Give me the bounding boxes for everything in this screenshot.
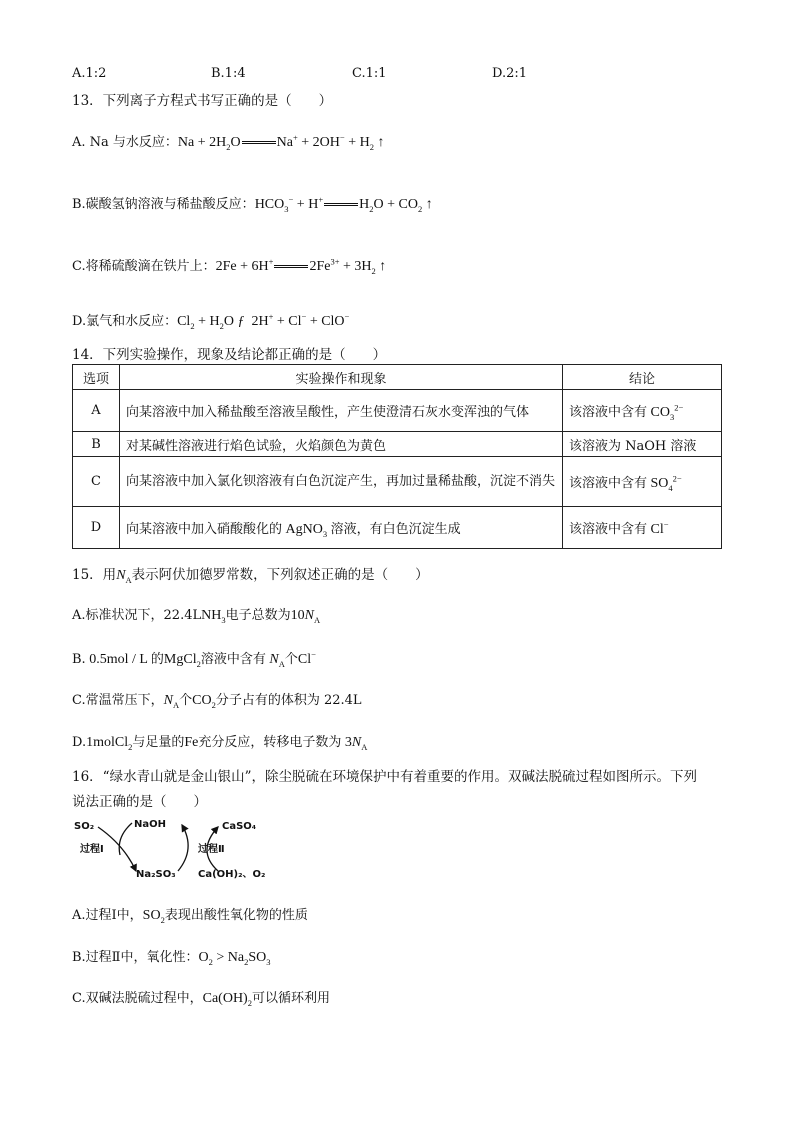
table-header-row [73, 365, 722, 390]
row-a-option: A [73, 390, 120, 432]
naoh-label: NaOH [134, 819, 166, 830]
row-d-option: D [73, 507, 120, 549]
q15-option-b: B. 0.5mol / L 的MgCl$_2$溶液中含有 $N_A$个Cl− [72, 649, 316, 669]
q13-b-equation: $HCO_3^- + H^+$ $H_2O + CO_2$ ↑ [254, 194, 433, 214]
q13-option-d [72, 310, 349, 330]
q15-option-c: C.常温常压下，$N_A$个$CO_2$分子占有的体积为 22.4L [72, 693, 362, 710]
table-row [73, 390, 722, 432]
q13-b-label: B.碳酸氢钠溶液与稀盐酸反应： [72, 197, 255, 212]
row-b-conclusion: 该溶液为 NaOH 溶液 [563, 432, 722, 457]
row-c-operation: 向某溶液中加入氯化钡溶液有白色沉淀产生，再加过量稀盐酸，沉淀不消失 [120, 457, 563, 507]
q13-a-equation: $Na + 2H_2O$ $Na^+ + 2OH^- + H_2$ ↑ [177, 132, 385, 152]
caso4-label: CaSO₄ [222, 821, 257, 832]
q13-c-label: C.将稀硫酸滴在铁片上： [72, 259, 216, 274]
row-b-operation: 对某碱性溶液进行焰色试验，火焰颜色为黄色 [120, 432, 563, 457]
process-2-arrow [178, 825, 188, 871]
q14-table [72, 364, 722, 549]
carbonate-ion: $CO_3^{2-}$ [647, 401, 684, 422]
q15-stem: 15．用$N_A$表示阿伏加德罗常数，下列叙述正确的是（ ） [72, 567, 429, 585]
na2so3-label: Na₂SO₃ [136, 869, 176, 880]
q12-option-d: D.2:1 [492, 66, 528, 81]
header-conclusion: 结论 [563, 365, 722, 390]
row-b-option: B [73, 432, 120, 457]
q16-option-c: C.双碱法脱硫过程中，$Ca(OH)_2$可以循环利用 [72, 991, 330, 1008]
q12-option-b: B.1:4 [211, 66, 246, 81]
row-a-conclusion: 该溶液中含有 $CO_3^{2-}$ [563, 390, 722, 432]
process-1-label: 过程Ⅰ [80, 844, 104, 855]
header-option: 选项 [73, 365, 120, 390]
table-row [73, 457, 722, 507]
so2-label: SO₂ [74, 821, 95, 832]
q15-option-a: A.标准状况下，$22.4LNH_3$电子总数为$10N_A$ [72, 608, 321, 625]
q15-option-d: D.1molCl$_2$与足量的Fe充分反应，转移电子数为 $3N_A$ [72, 735, 368, 752]
sulfate-ion: $SO_4^{2-}$ [647, 472, 682, 493]
q14-stem: 14．下列实验操作，现象及结论都正确的是（ ） [72, 347, 387, 363]
q13-option-a [72, 131, 384, 151]
q16-stem-line1: 16．“绿水青山就是金山银山”，除尘脱硫在环境保护中有着重要的作用。双碱法脱硫过程如图所示。下列 [72, 769, 697, 785]
q13-c-equation: 2Fe + 6H+ $2Fe^{3+} + 3H_2$ ↑ [215, 256, 387, 276]
q16-option-a: A.过程Ⅰ中，$SO_2$表现出酸性氧化物的性质 [72, 908, 308, 925]
q13-option-c [72, 255, 386, 275]
row-d-conclusion: 该溶液中含有 Cl− [563, 507, 722, 549]
row-a-operation: 向某溶液中加入稀盐酸至溶液呈酸性，产生使澄清石灰水变浑浊的气体 [120, 390, 563, 432]
q16-option-b: B.过程Ⅱ中，氧化性：$O_2 > Na_2SO_3$ [72, 950, 271, 967]
row-c-conclusion: 该溶液中含有 $SO_4^{2-}$ [563, 457, 722, 507]
chloride-ion: Cl− [647, 518, 669, 537]
q13-d-equation: $Cl_2 + H_2O$ ƒ 2H+ + Cl− + ClO− [177, 311, 350, 331]
row-d-operation: 向某溶液中加入硝酸酸化的 AgNO$_3$ 溶液，有白色沉淀生成 [120, 507, 563, 549]
q12-option-a: A.1:2 [72, 66, 107, 81]
table-row [73, 432, 722, 457]
double-alkali-process-diagram [72, 815, 302, 885]
naoh-return-arrow [119, 823, 132, 855]
q12-option-c: C.1:1 [352, 66, 387, 81]
process-2-label: 过程Ⅱ [198, 844, 225, 855]
header-operation: 实验操作和现象 [120, 365, 563, 390]
table-row [73, 507, 722, 549]
q13-d-label: D.氯气和水反应： [72, 314, 178, 329]
q16-stem-line2: 说法正确的是（ ） [72, 794, 207, 810]
row-c-option: C [73, 457, 120, 507]
q13-stem: 13．下列离子方程式书写正确的是（ ） [72, 93, 333, 109]
q13-a-label: A. Na 与水反应： [72, 135, 178, 150]
caoh2-o2-label: Ca(OH)₂、O₂ [198, 869, 266, 880]
q13-option-b [72, 193, 433, 213]
